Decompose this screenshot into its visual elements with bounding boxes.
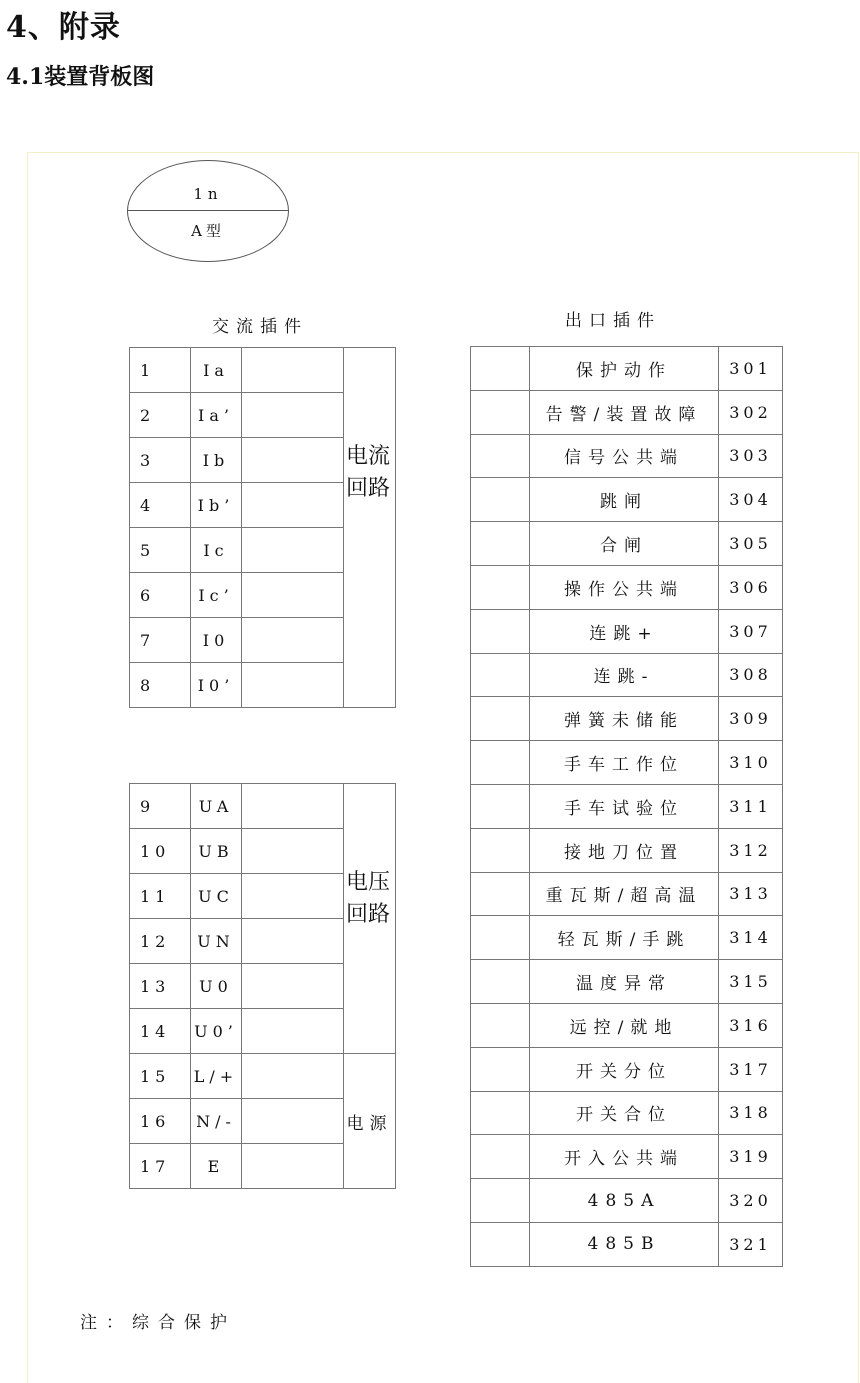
terminal-number: 4 <box>130 483 191 528</box>
table-row <box>471 828 783 872</box>
terminal-code: 316 <box>719 1003 783 1047</box>
blank-cell <box>242 573 344 618</box>
terminal-code: 309 <box>719 697 783 741</box>
blank-cell <box>242 528 344 573</box>
terminal-number: 1 <box>130 348 191 393</box>
blank-cell <box>471 1091 530 1135</box>
output-function: 手车试验位 <box>530 784 719 828</box>
signal-name: L/+ <box>191 1054 242 1099</box>
output-function: 连跳+ <box>530 609 719 653</box>
blank-cell <box>471 434 530 478</box>
blank-cell <box>242 1054 344 1099</box>
blank-cell <box>242 874 344 919</box>
terminal-code: 318 <box>719 1091 783 1135</box>
signal-name: Ic <box>191 528 242 573</box>
terminal-number: 7 <box>130 618 191 663</box>
blank-cell <box>242 1009 344 1054</box>
signal-name: Ia <box>191 348 242 393</box>
output-function: 接地刀位置 <box>530 828 719 872</box>
signal-name: N/- <box>191 1099 242 1144</box>
blank-cell <box>471 1179 530 1223</box>
section-heading: 4、附录 <box>6 10 121 45</box>
terminal-code: 314 <box>719 916 783 960</box>
signal-name: UN <box>191 919 242 964</box>
signal-name: E <box>191 1144 242 1189</box>
output-function: 保护动作 <box>530 347 719 391</box>
terminal-number: 13 <box>130 964 191 1009</box>
terminal-code: 304 <box>719 478 783 522</box>
table-row <box>471 478 783 522</box>
signal-name: I0 <box>191 618 242 663</box>
terminal-code: 311 <box>719 784 783 828</box>
output-function: 重瓦斯/超高温 <box>530 872 719 916</box>
table-row <box>471 347 783 391</box>
output-function: 开关分位 <box>530 1047 719 1091</box>
voltage-loop-label: 电压回路 <box>344 784 396 1054</box>
output-function: 手车工作位 <box>530 741 719 785</box>
output-function: 远控/就地 <box>530 1003 719 1047</box>
terminal-code: 301 <box>719 347 783 391</box>
terminal-number: 14 <box>130 1009 191 1054</box>
table-row <box>471 653 783 697</box>
terminal-code: 319 <box>719 1135 783 1179</box>
signal-name: UA <box>191 784 242 829</box>
blank-cell <box>242 784 344 829</box>
signal-name: U0 <box>191 964 242 1009</box>
terminal-code: 307 <box>719 609 783 653</box>
table-row <box>471 784 783 828</box>
output-function: 开入公共端 <box>530 1135 719 1179</box>
terminal-number: 9 <box>130 784 191 829</box>
blank-cell <box>471 478 530 522</box>
blank-cell <box>471 960 530 1004</box>
blank-cell <box>471 390 530 434</box>
terminal-code: 320 <box>719 1179 783 1223</box>
table-row <box>471 1135 783 1179</box>
table-row <box>130 1054 396 1099</box>
blank-cell <box>242 663 344 708</box>
ac-plugin-title: 交流插件 <box>212 317 308 337</box>
blank-cell <box>471 784 530 828</box>
power-label: 电源 <box>344 1054 396 1189</box>
output-function: 弹簧未储能 <box>530 697 719 741</box>
output-function: 合闸 <box>530 522 719 566</box>
blank-cell <box>471 916 530 960</box>
table-row <box>471 1179 783 1223</box>
output-function: 温度异常 <box>530 960 719 1004</box>
terminal-number: 12 <box>130 919 191 964</box>
terminal-code: 302 <box>719 390 783 434</box>
blank-cell <box>471 565 530 609</box>
terminal-code: 305 <box>719 522 783 566</box>
signal-name: Ib <box>191 438 242 483</box>
blank-cell <box>471 522 530 566</box>
table-row <box>471 1222 783 1266</box>
blank-cell <box>471 347 530 391</box>
terminal-number: 8 <box>130 663 191 708</box>
current-loop-label: 电流回路 <box>344 348 396 708</box>
blank-cell <box>471 609 530 653</box>
terminal-code: 310 <box>719 741 783 785</box>
blank-cell <box>471 1135 530 1179</box>
blank-cell <box>242 829 344 874</box>
blank-cell <box>242 1144 344 1189</box>
terminal-code: 321 <box>719 1222 783 1266</box>
output-function: 告警/装置故障 <box>530 390 719 434</box>
table-row <box>471 697 783 741</box>
output-plugin-table <box>470 346 783 1267</box>
terminal-number: 3 <box>130 438 191 483</box>
terminal-code: 313 <box>719 872 783 916</box>
terminal-code: 315 <box>719 960 783 1004</box>
terminal-number: 5 <box>130 528 191 573</box>
signal-name: UC <box>191 874 242 919</box>
footnote: 注：综合保护 <box>80 1313 236 1333</box>
signal-name: UB <box>191 829 242 874</box>
table-row <box>471 960 783 1004</box>
terminal-number: 11 <box>130 874 191 919</box>
badge-divider <box>128 210 288 211</box>
blank-cell <box>471 741 530 785</box>
table-row <box>471 741 783 785</box>
blank-cell <box>242 483 344 528</box>
badge-line-2: A型 <box>191 222 225 240</box>
output-function: 485B <box>530 1222 719 1266</box>
output-function: 跳闸 <box>530 478 719 522</box>
signal-name: Ib’ <box>191 483 242 528</box>
table-row <box>471 390 783 434</box>
terminal-code: 303 <box>719 434 783 478</box>
signal-name: Ia’ <box>191 393 242 438</box>
table-row <box>471 609 783 653</box>
terminal-number: 16 <box>130 1099 191 1144</box>
blank-cell <box>242 964 344 1009</box>
table-row <box>471 1047 783 1091</box>
output-function: 操作公共端 <box>530 565 719 609</box>
output-function: 轻瓦斯/手跳 <box>530 916 719 960</box>
output-function: 485A <box>530 1179 719 1223</box>
output-function: 开关合位 <box>530 1091 719 1135</box>
blank-cell <box>471 1047 530 1091</box>
table-row <box>471 565 783 609</box>
signal-name: Ic’ <box>191 573 242 618</box>
terminal-number: 15 <box>130 1054 191 1099</box>
table-row <box>471 434 783 478</box>
signal-name: U0’ <box>191 1009 242 1054</box>
blank-cell <box>471 1003 530 1047</box>
table-row <box>471 872 783 916</box>
terminal-code: 308 <box>719 653 783 697</box>
blank-cell <box>242 438 344 483</box>
blank-cell <box>471 697 530 741</box>
blank-cell <box>242 919 344 964</box>
blank-cell <box>242 348 344 393</box>
blank-cell <box>242 618 344 663</box>
table-row <box>471 522 783 566</box>
terminal-number: 10 <box>130 829 191 874</box>
output-function: 连跳- <box>530 653 719 697</box>
terminal-code: 306 <box>719 565 783 609</box>
table-row <box>471 1003 783 1047</box>
current-loop-table <box>129 347 396 708</box>
terminal-code: 312 <box>719 828 783 872</box>
terminal-code: 317 <box>719 1047 783 1091</box>
subsection-heading: 4.1装置背板图 <box>6 64 155 90</box>
blank-cell <box>471 653 530 697</box>
terminal-number: 6 <box>130 573 191 618</box>
signal-name: I0’ <box>191 663 242 708</box>
voltage-power-table <box>129 783 396 1189</box>
blank-cell <box>242 1099 344 1144</box>
table-row <box>130 784 396 829</box>
blank-cell <box>471 828 530 872</box>
terminal-number: 17 <box>130 1144 191 1189</box>
blank-cell <box>242 393 344 438</box>
blank-cell <box>471 872 530 916</box>
badge-line-1: 1n <box>193 185 223 203</box>
table-row <box>471 1091 783 1135</box>
blank-cell <box>471 1222 530 1266</box>
table-row <box>471 916 783 960</box>
output-function: 信号公共端 <box>530 434 719 478</box>
table-row <box>130 348 396 393</box>
terminal-number: 2 <box>130 393 191 438</box>
output-plugin-title: 出口插件 <box>565 311 661 331</box>
device-badge <box>127 160 289 262</box>
